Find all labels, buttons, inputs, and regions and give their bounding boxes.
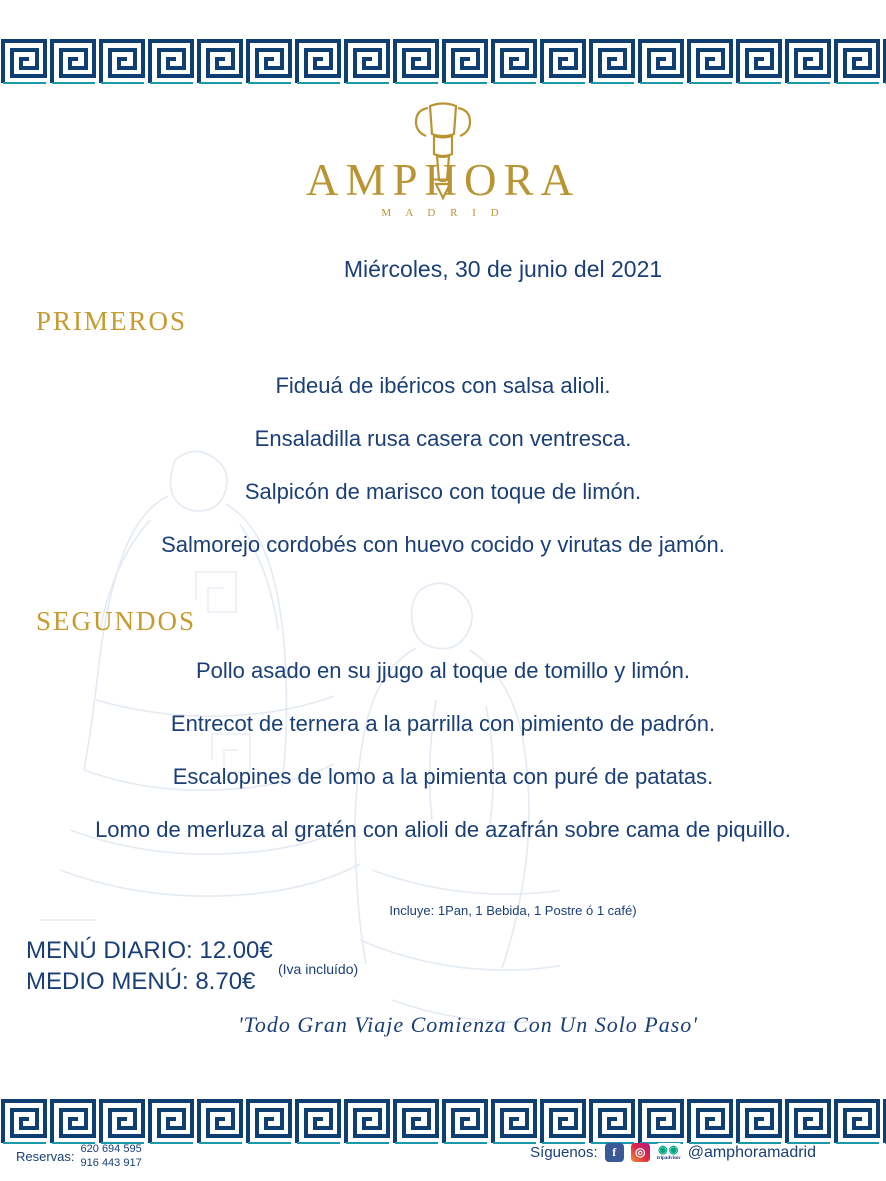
reservations-block [16, 1143, 142, 1171]
dish-item: Ensaladilla rusa casera con ventresca. [254, 426, 632, 451]
follow-label: Síguenos: [530, 1144, 598, 1161]
motto: 'Todo Gran Viaje Comienza Con Un Solo Paso' [237, 1012, 699, 1037]
dish-list-primeros [0, 375, 886, 587]
iva-note: (Iva incluído) [278, 961, 359, 977]
logo-subtitle: M A D R I D [381, 207, 505, 219]
section-heading-segundos: SEGUNDOS [36, 606, 197, 636]
social-block [530, 1143, 816, 1162]
dish-item: Lomo de merluza al gratén con alioli de azafrán sobre cama de piquillo. [95, 817, 791, 842]
facebook-icon[interactable]: f [605, 1143, 624, 1162]
reservations-label: Reservas: [16, 1149, 75, 1165]
logo [0, 96, 886, 219]
greek-key-border-bottom [0, 1098, 886, 1146]
includes-note: Incluye: 1Pan, 1 Bebida, 1 Postre ó 1 café) [389, 903, 637, 918]
half-menu-price: MEDIO MENÚ: 8.70€ [26, 967, 256, 995]
menu-date: Miércoles, 30 de junio del 2021 [343, 256, 663, 282]
dish-item: Salmorejo cordobés con huevo cocido y virutas de jamón. [161, 532, 725, 557]
section-heading-primeros: PRIMEROS [36, 306, 188, 336]
phone-number[interactable]: 916 443 917 [80, 1156, 142, 1169]
dish-item: Fideuá de ibéricos con salsa alioli. [275, 373, 611, 398]
price-block [26, 936, 273, 997]
social-handle[interactable]: @amphoramadrid [687, 1143, 816, 1161]
dish-item: Escalopines de lomo a la pimienta con puré de patatas. [172, 764, 714, 789]
tripadvisor-wordmark: tripadvisor [656, 1155, 681, 1161]
dish-item: Pollo asado en su jjugo al toque de tomillo y limón. [195, 658, 691, 683]
instagram-icon[interactable]: ◎ [631, 1143, 650, 1162]
phone-number[interactable]: 620 694 595 [80, 1143, 142, 1155]
tripadvisor-icon[interactable] [657, 1143, 681, 1162]
logo-wordmark: AMPHORA [305, 155, 581, 205]
dish-item: Salpicón de marisco con toque de limón. [244, 479, 642, 504]
dish-list-segundos [0, 660, 886, 872]
greek-key-border-top [0, 38, 886, 86]
phone-numbers [81, 1143, 142, 1171]
tripadvisor-owl-glyph: ◉◉ [658, 1143, 680, 1156]
dish-item: Entrecot de ternera a la parrilla con pimiento de padrón. [170, 711, 716, 736]
daily-menu-price: MENÚ DIARIO: 12.00€ [26, 937, 273, 964]
